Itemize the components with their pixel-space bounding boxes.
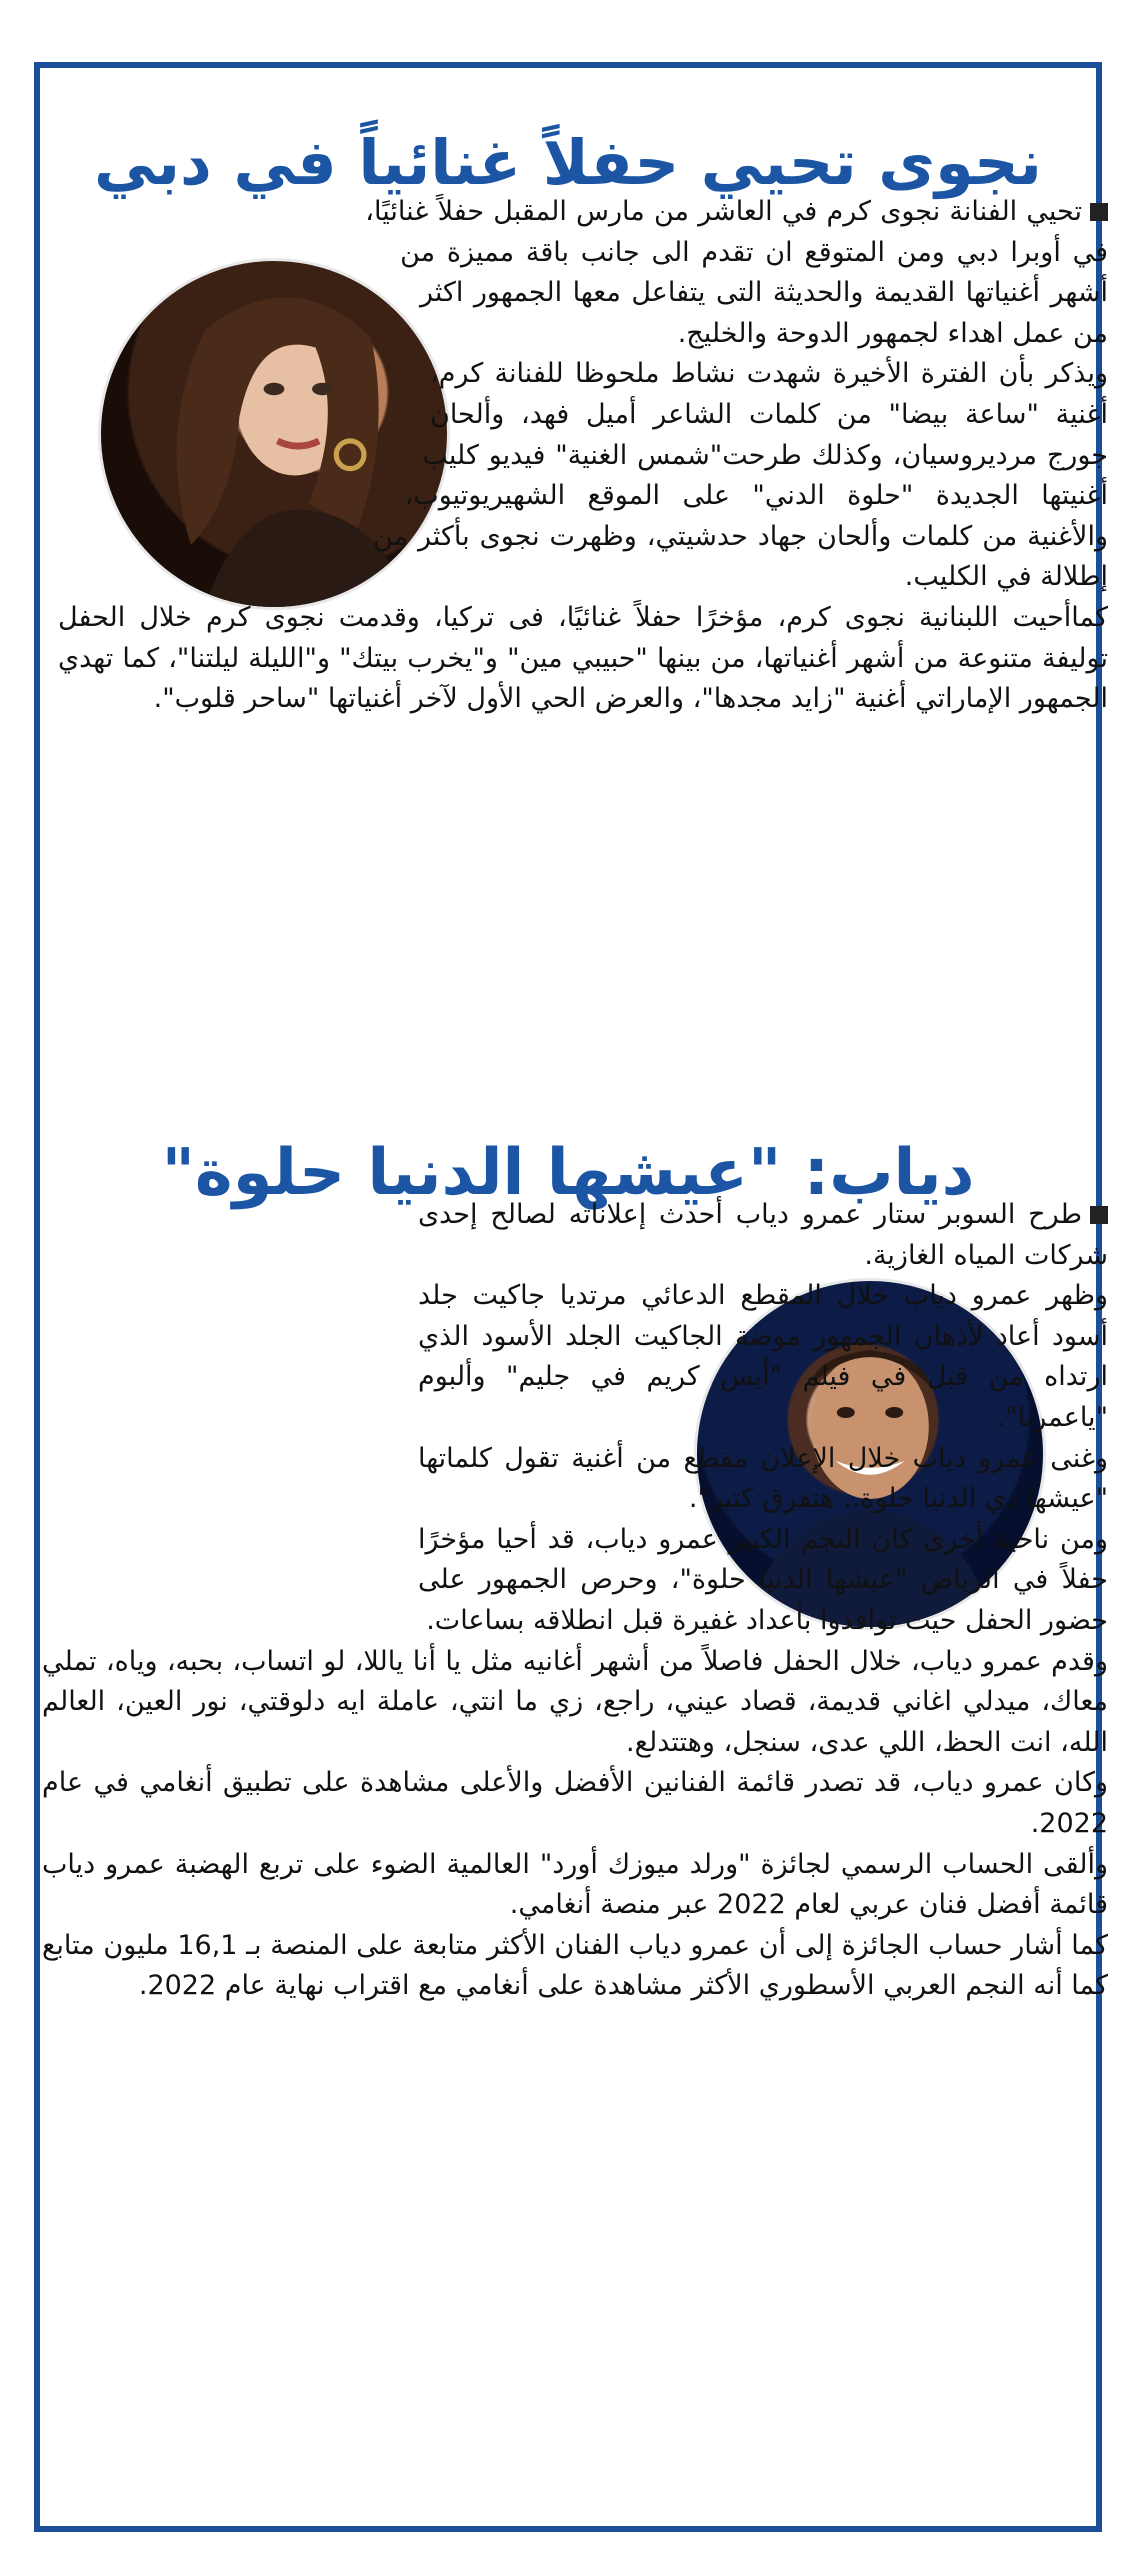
paragraph: وألقى الحساب الرسمي لجائزة "ورلد ميوزك أورد" العالمية الضوء على تربع الهضبة عمرو دياب قائمة أفضل فنان عربي لعام 2022 عبر منصة أنغامي.	[42, 1848, 1108, 1921]
paragraph: وغنى عمرو دياب خلال الإعلان مقطع من أغنية تقول كلماتها "عيشها دي الدنيا حلوة.. هتفرق كتير".	[418, 1442, 1108, 1515]
headline-diab: دياب: "عيشها الدنيا حلوة"	[161, 1136, 975, 1210]
headline-nagwa: نجوى تحيي حفلاً غنائياً في دبي	[94, 126, 1042, 199]
paragraph: وظهر عمرو دياب خلال المقطع الدعائي مرتديا جاكيت جلد أسود أعاد لأذهان الجمهور موضة الجاكيت الجلد الأسود الذي ارتداه من قبل في فيلم "أيس كريم في جليم" وألبوم "ياعمرنا".	[418, 1280, 1108, 1433]
paragraph-text: طرح السوبر ستار عمرو دياب أحدث إعلاناته لصالح إحدى شركات المياه الغازية.	[418, 1199, 1108, 1271]
paragraph: كما أشار حساب الجائزة إلى أن عمرو دياب الفنان الأكثر متابعة على المنصة بـ 16,1 مليون متابع كما أنه النجم العربي الأسطوري الأكثر مشاهدة على أنغامي مع اقتراب نهاية عام 2022.	[42, 1929, 1108, 2002]
paragraph-text: تحيي الفنانة نجوى كرم في العاشر من مارس المقبل حفلاً غنائيًا، في أوبرا دبي ومن المتوقع ان تقدم الى جانب باقة مميزة من أشهر أغنياتها القديمة والحديثة التى يتفاعل معها الجمهور اكثر من عمل اهداء لجمهور الدوحة والخليج.	[365, 196, 1108, 349]
paragraph: وقدم عمرو دياب، خلال الحفل فاصلاً من أشهر أغانيه مثل يا أنا ياللا، لو اتساب، بحبه، وياه، تملي معاك، ميدلي اغاني قديمة، قصاد عيني، راجع، زي ما انتي، عاملة ايه دلوقتي، نور العين، العالم الله، انت الحظ، اللي عدى، سنجل، وهتتدلع.	[42, 1645, 1108, 1758]
bullet-square-icon	[1090, 1206, 1108, 1224]
article-nagwa-body	[58, 192, 1108, 720]
article-diab-body	[42, 1195, 1108, 2007]
paragraph: وكان عمرو دياب، قد تصدر قائمة الفنانين الأفضل والأعلى مشاهدة على تطبيق أنغامي في عام 2022.	[42, 1767, 1108, 1839]
photo-wrap-spacer	[42, 1195, 418, 1589]
paragraph: كماأحيت اللبنانية نجوى كرم، مؤخرًا حفلاً غنائيًا، فى تركيا، وقدمت نجوى كرم خلال الحفل توليفة متنوعة من أشهر أغنياتها، من بينها "حبيبي مين" و"يخرب بيتك" و"الليلة ليلتنا"، كما تهدي الجمهور الإماراتي أغنية "زايد مجدها"، والعرض الحي الأول لآخر أغنياتها "ساحر قلوب".	[58, 601, 1108, 715]
paragraph: ويذكر بأن الفترة الأخيرة شهدت نشاط ملحوظا للفنانة كرم، أغنية "ساعة بيضا" من كلمات الشاعر أميل فهد، وألحان جورج مرديروسيان، وكذلك طرحت"شمس الغنية" فيديو كليب أغنيتها الجديدة "حلوة الدني" على الموقع الشهيريوتيوب، والأغنية من كلمات وألحان جهاد حدشيتي، وظهرت نجوى بأكثر من إطلالة في الكليب.	[373, 358, 1108, 593]
paragraph: ومن ناحية أخرى كان النجم الكبير عمرو دياب، قد أحيا مؤخرًا حفلاً في الرياض "عيشها الدنيا حلوة"، وحرص الجمهور على حضور الحفل حيث توافدوا بأعداد غفيرة قبل انطلاقه بساعات.	[418, 1523, 1108, 1636]
bullet-square-icon	[1090, 203, 1108, 221]
